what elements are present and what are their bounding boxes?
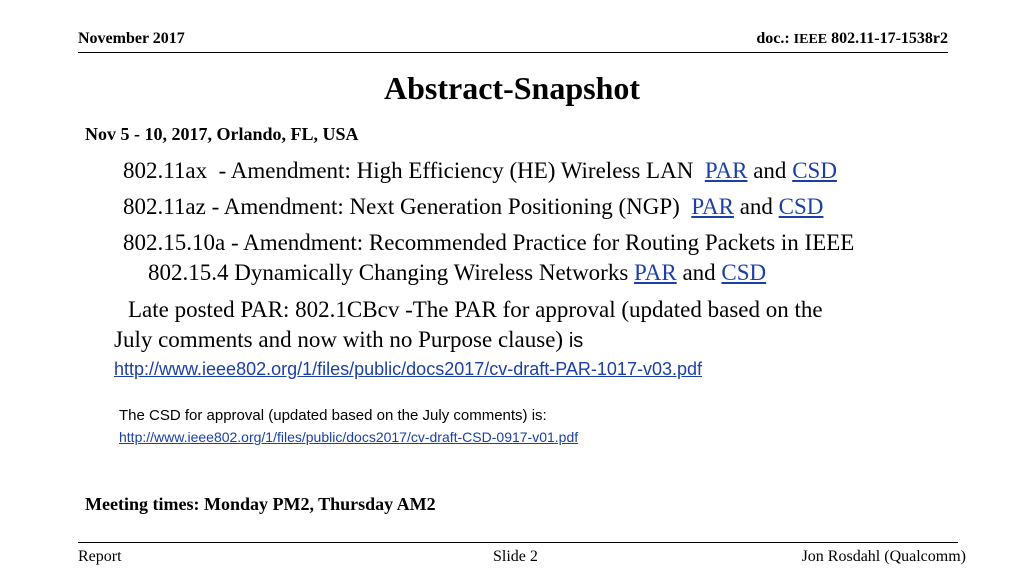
doc-org: IEEE [793, 32, 828, 47]
csd-url-link[interactable]: http://www.ieee802.org/1/files/public/docs2017/cv-draft-CSD-0917-v01.pdf [119, 429, 579, 445]
header-divider [78, 52, 948, 53]
and-text: and [747, 158, 793, 183]
item-8021510a-line1: 802.15.10a - Amendment: Recommended Practice for Routing Packets in IEEE [123, 230, 855, 255]
item-80211ax [123, 158, 837, 184]
footer-slide-number: Slide 2 [493, 548, 538, 565]
meeting-info: Nov 5 - 10, 2017, Orlando, FL, USA [85, 124, 359, 144]
csd-note-text: The CSD for approval (updated based on the July comments) is: [119, 407, 547, 424]
par-link[interactable]: PAR [704, 158, 748, 183]
footer-left: Report [78, 548, 122, 565]
par-link[interactable]: PAR [634, 260, 677, 285]
is-word: is [568, 330, 584, 352]
doc-number: 802.11-17-1538r2 [831, 30, 948, 47]
doc-prefix: doc.: [756, 30, 790, 47]
csd-link[interactable]: CSD [792, 158, 837, 183]
item-text: 802.11az - Amendment: Next Generation Positioning (NGP) [123, 194, 692, 219]
csd-link[interactable]: CSD [721, 260, 767, 285]
late-par-line1: Late posted PAR: 802.1CBcv -The PAR for approval (updated based on the [128, 297, 823, 322]
late-par-line2 [114, 327, 583, 353]
item-80211az [123, 194, 823, 220]
late-par-url-link[interactable]: http://www.ieee802.org/1/files/public/docs2017/cv-draft-PAR-1017-v03.pdf [114, 359, 702, 379]
item-8021510a-line2 [148, 260, 766, 286]
slide-title: Abstract-Snapshot [383, 70, 641, 106]
header-doc-id [756, 30, 948, 48]
csd-link[interactable]: CSD [778, 194, 824, 219]
and-text: and [733, 194, 779, 219]
item-text: 802.15.4 Dynamically Changing Wireless Networks [148, 260, 635, 285]
late-par-text: July comments and now with no Purpose clause) [114, 327, 569, 352]
meeting-times: Meeting times: Monday PM2, Thursday AM2 [85, 494, 436, 514]
par-link[interactable]: PAR [691, 194, 734, 219]
header-date: November 2017 [78, 30, 185, 47]
footer-author: Jon Rosdahl (Qualcomm) [801, 548, 966, 565]
item-text: 802.11ax - Amendment: High Efficiency (HE) Wireless LAN [123, 158, 705, 183]
and-text: and [676, 260, 722, 285]
footer-divider [78, 542, 958, 543]
